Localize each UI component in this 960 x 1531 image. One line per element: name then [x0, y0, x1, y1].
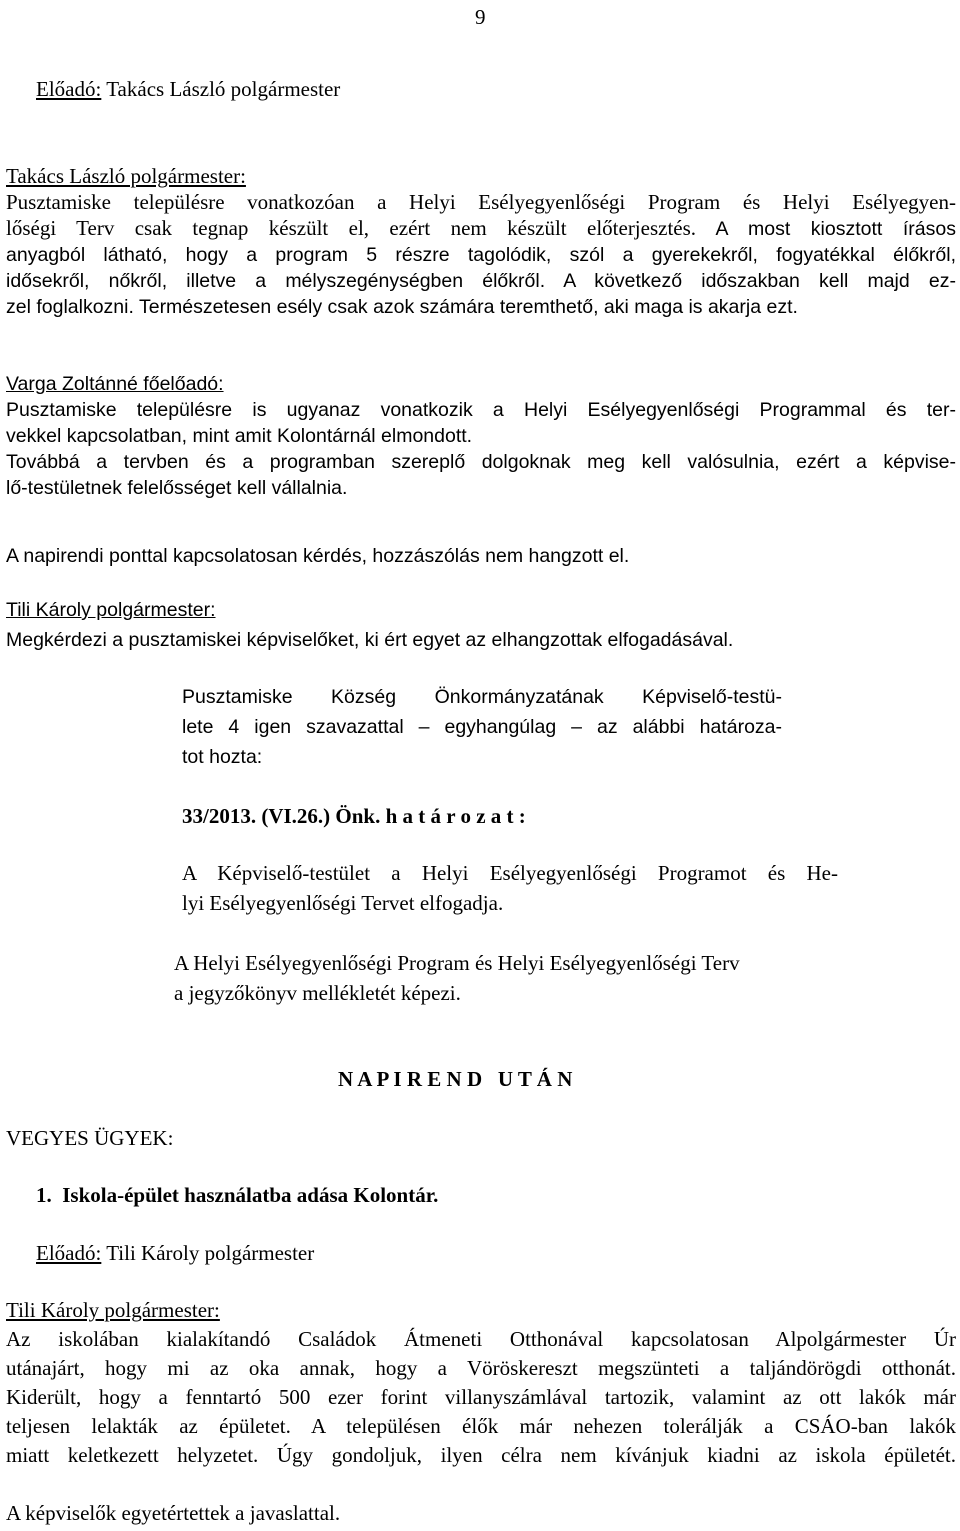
page-number: 9: [475, 5, 486, 29]
paragraph-line: zel foglalkozni. Természetesen esély csak azok számára teremthető, aki maga is akarja ezt.: [6, 296, 798, 318]
section-takacs: [6, 163, 956, 320]
paragraph-line: idősekről, nőkről, illetve a mélyszegénységben élőkről. A következő időszakban kell majd ez-: [6, 270, 956, 292]
section-tili-item: [6, 1297, 956, 1468]
paragraph-line: Az iskolában kialakítandó Családok Átmeneti Otthonával kapcsolatosan Alpolgármester Úr: [6, 1327, 956, 1351]
vote-statement: Pusztamiske Község Önkormányzatának Képviselő-testü- lete 4 igen szavazattal – egyhangúlag – az alábbi határoza- tot hozta:: [182, 686, 782, 768]
paragraph-line: Pusztamiske településre is ugyanaz vonatkozik a Helyi Esélyegyenlőségi Programmal és ter-: [6, 399, 956, 421]
item-speaker-line: Előadó: Tili Károly polgármester: [36, 1241, 315, 1265]
paragraph-line: teljesen lelakták az épületet. A településen élők már nehezen tolerálják a CSÁO-ban lakók: [6, 1414, 956, 1438]
paragraph-line: Továbbá a tervben és a programban szereplő dolgoknak meg kell valósulnia, ezért a képvise-: [6, 451, 956, 473]
resolution-text: A Képviselő-testület a Helyi Esélyegyenlőségi Programot és He- lyi Esélyegyenlőségi Tervet elfogadja.: [182, 861, 838, 915]
paragraph-line: Kiderült, hogy a fenntartó 500 ezer forint villanyszámlával tartozik, valamint az ott lakók már: [6, 1385, 956, 1409]
section-heading: Takács László polgármester:: [6, 164, 246, 188]
after-agenda-heading: N A P I R E N D U T Á N: [338, 1067, 573, 1091]
note-no-comments: A napirendi ponttal kapcsolatosan kérdés, hozzászólás nem hangzott el.: [6, 545, 630, 567]
question-text: Megkérdezi a pusztamiskei képviselőket, ki ért egyet az elhangzottak elfogadásával.: [6, 629, 734, 651]
paragraph-line: lőségi Terv csak tegnap készült el, ezért nem készült előterjesztés. A most kiosztott írásos: [6, 216, 956, 240]
speaker-line: [36, 76, 340, 102]
speaker-name: Takács László polgármester: [101, 77, 341, 101]
paragraph-line: utánajárt, hogy mi az oka annak, hogy a Vöröskereszt megszünteti a taljándörögdi otthonát.: [6, 1356, 956, 1380]
attachment-note: A Helyi Esélyegyenlőségi Program és Helyi Esélyegyenlőségi Terv a jegyzőkönyv mellékletét képezi.: [174, 951, 740, 1005]
section-heading-tili: Tili Károly polgármester:: [6, 599, 216, 621]
misc-heading: VEGYES ÜGYEK:: [6, 1126, 174, 1150]
resolution-number: 33/2013. (VI.26.) Önk. h a t á r o z a t :: [182, 804, 526, 828]
paragraph-line: Pusztamiske településre vonatkozóan a Helyi Esélyegyenlőségi Program és Helyi Esélyegyen-: [6, 190, 956, 214]
paragraph-line: miatt keletkezett helyzetet. Úgy gondoljuk, ilyen célra nem kívánjuk kiadni az iskola épületét.: [6, 1443, 956, 1467]
section-heading: Tili Károly polgármester:: [6, 1298, 220, 1322]
closing-line: A képviselők egyetértettek a javaslattal.: [6, 1501, 341, 1525]
paragraph-line: vekkel kapcsolatban, mint amit Kolontárnál elmondott.: [6, 425, 473, 447]
paragraph-line: lő-testületnek felelősséget kell vállalnia.: [6, 477, 348, 499]
paragraph-line: anyagból látható, hogy a program 5 részre tagolódik, szól a gyerekekről, fogyatékkal élőkről,: [6, 244, 956, 266]
item-title: 1. Iskola-épület használatba adása Kolontár.: [36, 1183, 439, 1207]
speaker-label: Előadó:: [36, 77, 102, 101]
section-varga: [6, 371, 956, 501]
section-heading: Varga Zoltánné főelőadó:: [6, 373, 224, 395]
